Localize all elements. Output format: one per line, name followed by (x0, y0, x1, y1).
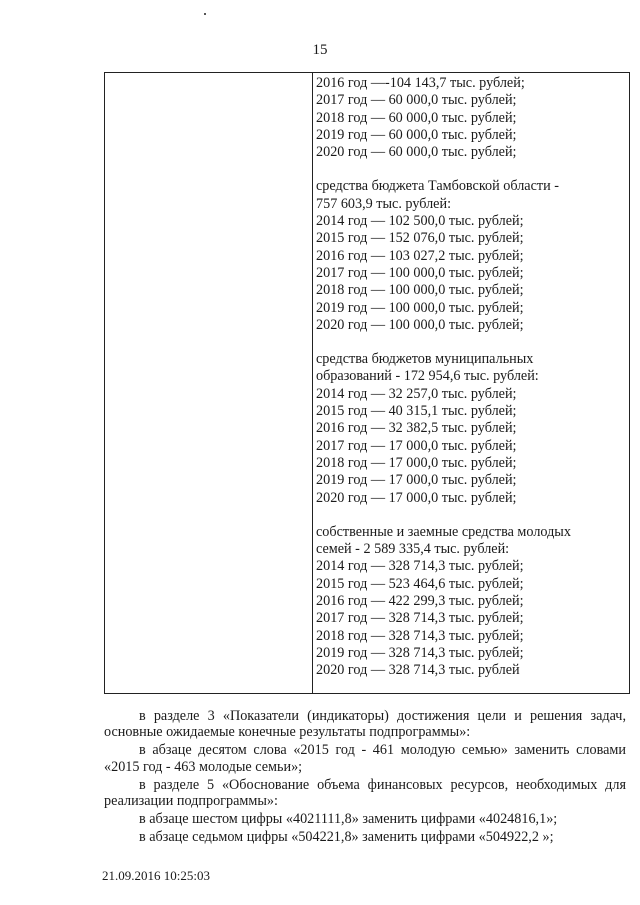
funding-line: 2014 год — 32 257,0 тыс. рублей; (316, 385, 517, 402)
funding-line: 2016 год — 422 299,3 тыс. рублей; (316, 593, 524, 610)
block-spacer (316, 161, 616, 178)
page-number: 15 (312, 42, 328, 58)
funding-line: 2016 год — 103 027,2 тыс. рублей; (316, 247, 524, 264)
funding-line: 2015 год — 152 076,0 тыс. рублей; (316, 230, 524, 247)
funding-line: 2020 год — 60 000,0 тыс. рублей; (316, 144, 517, 161)
funding-line: 2014 год — 328 714,3 тыс. рублей; (316, 558, 524, 575)
funding-line: 2018 год — 60 000,0 тыс. рублей; (316, 109, 517, 126)
block-spacer (316, 507, 616, 524)
funding-block (316, 351, 616, 507)
funding-line: 2019 год — 60 000,0 тыс. рублей; (316, 126, 517, 143)
amendment-paragraph: в разделе 3 «Показатели (индикаторы) достижения цели и решения задач, основные ожидаемые конечные результаты подпрограммы»: (104, 708, 626, 741)
scan-speck (204, 13, 206, 15)
funding-line: 2017 год — 328 714,3 тыс. рублей; (316, 610, 524, 627)
amendment-text (104, 708, 626, 848)
amendment-paragraph: в абзаце седьмом цифры «504221,8» заменить цифрами «504922,2 »; (139, 829, 554, 846)
funding-line: 2019 год — 328 714,3 тыс. рублей; (316, 644, 524, 661)
date-stamp: 21.09.2016 10:25:03 (102, 868, 210, 883)
funding-block (316, 524, 616, 680)
funding-line: 2020 год — 100 000,0 тыс. рублей; (316, 316, 524, 333)
funding-column (316, 75, 616, 680)
table-column-divider (312, 73, 313, 693)
funding-line: 2018 год — 17 000,0 тыс. рублей; (316, 454, 517, 471)
amendment-paragraph: в разделе 5 «Обоснование объема финансовых ресурсов, необходимых для реализации подпрограммы»: (104, 776, 626, 810)
funding-line: 2019 год — 17 000,0 тыс. рублей; (316, 472, 517, 489)
funding-line: 2015 год — 523 464,6 тыс. рублей; (316, 575, 524, 592)
funding-line: 2020 год — 17 000,0 тыс. рублей; (316, 489, 517, 506)
funding-line: 2016 год — 32 382,5 тыс. рублей; (316, 420, 517, 437)
funding-line: 2017 год — 60 000,0 тыс. рублей; (316, 92, 517, 109)
funding-block (316, 178, 616, 334)
funding-line: 2014 год — 102 500,0 тыс. рублей; (316, 213, 524, 230)
funding-line: 2015 год — 40 315,1 тыс. рублей; (316, 403, 517, 420)
funding-line: 2020 год — 328 714,3 тыс. рублей (316, 662, 520, 679)
funding-block (316, 75, 616, 161)
funding-line: средства бюджета Тамбовской области - (316, 178, 559, 195)
funding-line: образований - 172 954,6 тыс. рублей: (316, 368, 539, 385)
funding-line: 2019 год — 100 000,0 тыс. рублей; (316, 299, 524, 316)
funding-line: 2018 год — 328 714,3 тыс. рублей; (316, 627, 524, 644)
funding-line: средства бюджетов муниципальных (316, 351, 534, 368)
funding-line: 2018 год — 100 000,0 тыс. рублей; (316, 282, 524, 299)
amendment-paragraph: в абзаце шестом цифры «4021111,8» заменить цифрами «4024816,1»; (139, 811, 558, 828)
funding-line: семей - 2 589 335,4 тыс. рублей: (316, 541, 510, 558)
block-spacer (316, 334, 616, 351)
funding-line: 2016 год —-104 143,7 тыс. рублей; (316, 75, 525, 91)
amendment-paragraph: в абзаце десятом слова «2015 год - 461 молодую семью» заменить словами «2015 год - 463 молодые семьи»; (104, 742, 626, 775)
funding-line: 757 603,9 тыс. рублей: (316, 195, 452, 212)
funding-line: собственные и заемные средства молодых (316, 523, 571, 540)
funding-line: 2017 год — 17 000,0 тыс. рублей; (316, 437, 517, 454)
funding-line: 2017 год — 100 000,0 тыс. рублей; (316, 264, 524, 281)
